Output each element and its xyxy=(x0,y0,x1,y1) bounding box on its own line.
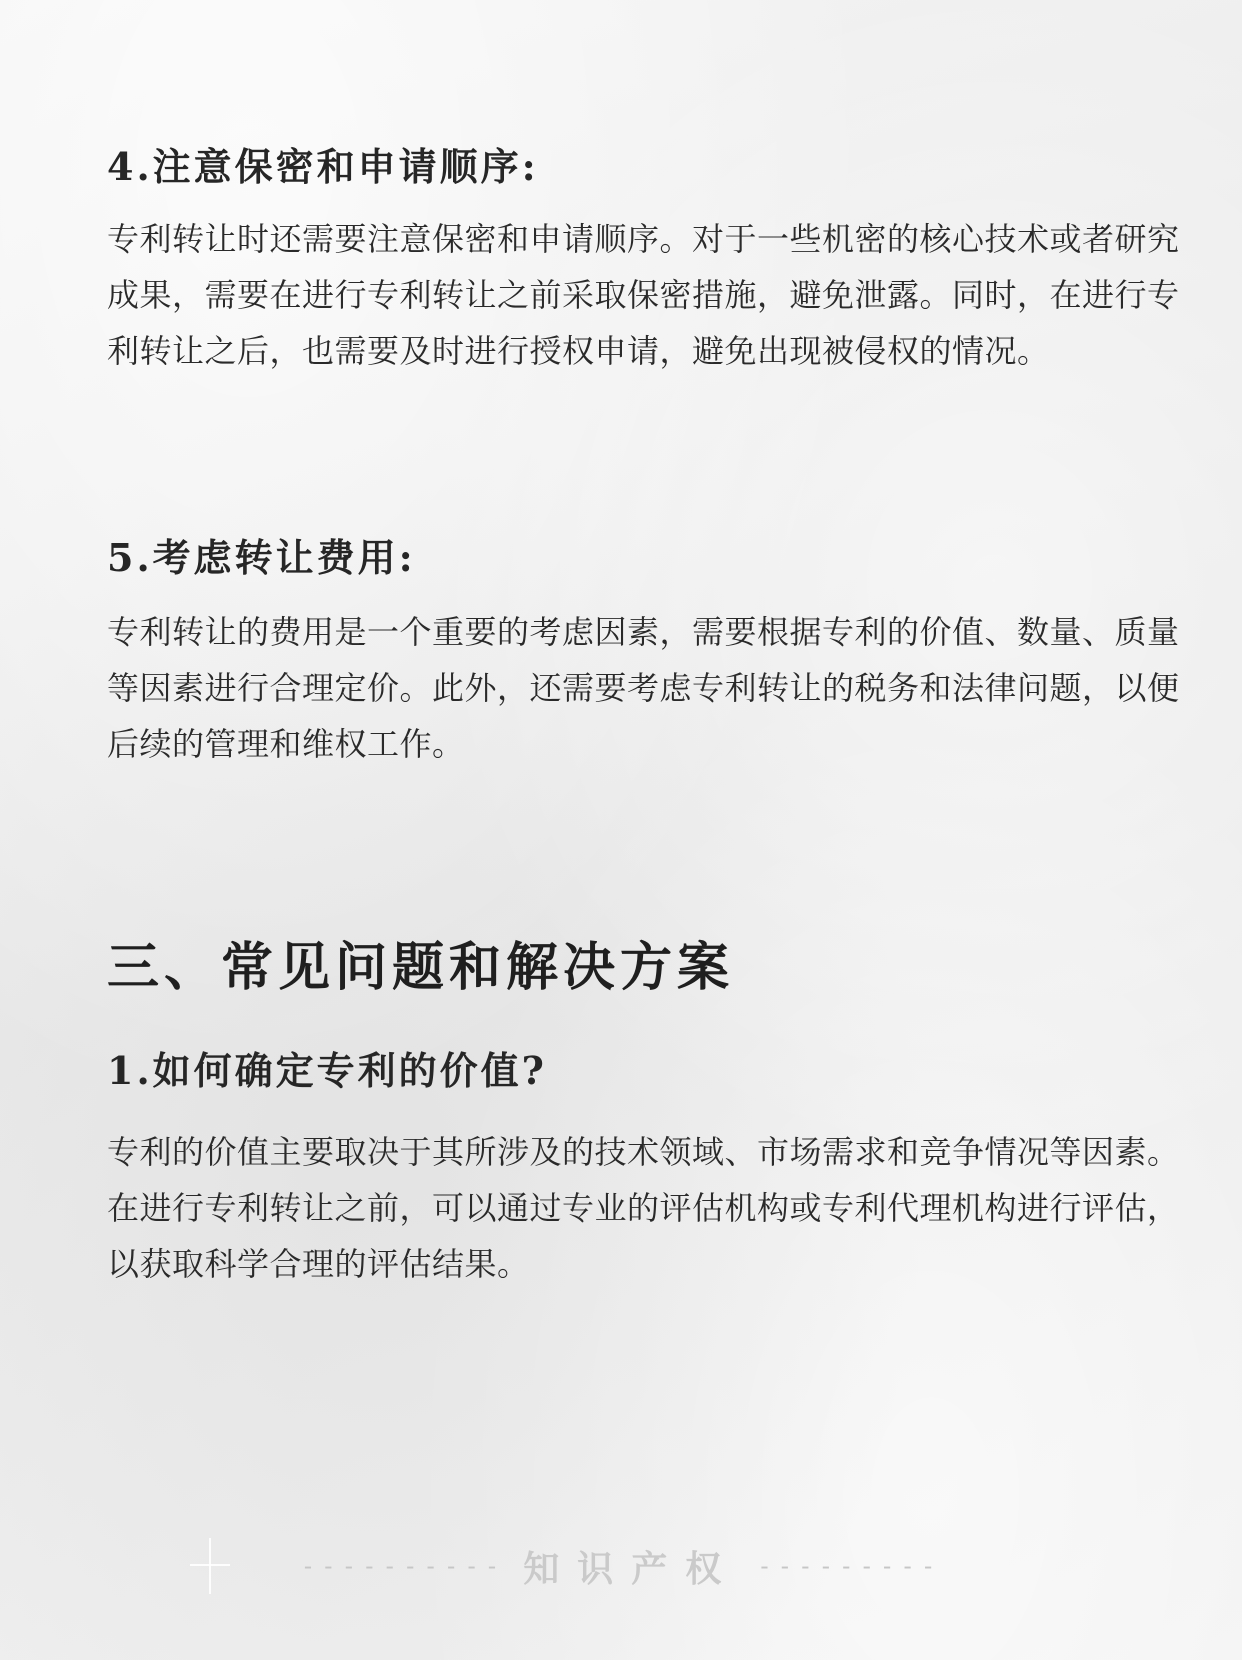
dashes-right: --------- xyxy=(757,1552,942,1580)
footer-label: 知识产权 xyxy=(523,1547,740,1590)
paragraph: 专利转让的费用是一个重要的考虑因素，需要根据专利的价值、数量、质量等因素进行合理定价。此外，还需要考虑专利转让的税务和法律问题，以便后续的管理和维权工作。 xyxy=(107,613,1180,763)
section-heading: 1.如何确定专利的价值? xyxy=(107,1048,547,1093)
section-heading: 5.考虑转让费用: xyxy=(107,535,416,580)
dashes-left: ---------- xyxy=(300,1552,506,1580)
paragraph: 专利的价值主要取决于其所涉及的技术领域、市场需求和竞争情况等因素。在进行专利转让之前，可以通过专业的评估机构或专利代理机构进行评估，以获取科学合理的评估结果。 xyxy=(107,1133,1180,1283)
paragraph: 专利转让时还需要注意保密和申请顺序。对于一些机密的核心技术或者研究成果，需要在进行专利转让之前采取保密措施，避免泄露。同时，在进行专利转让之后，也需要及时进行授权申请，避免出现被侵权的情况。 xyxy=(107,220,1180,370)
section-transfer-fee-body xyxy=(107,604,1182,772)
part-faq xyxy=(107,925,1182,1000)
section-heading: 4.注意保密和申请顺序: xyxy=(107,144,539,189)
section-confidentiality-body xyxy=(107,211,1182,379)
footer-divider xyxy=(0,1536,1242,1596)
section-confidentiality xyxy=(107,136,1182,191)
section-transfer-fee xyxy=(107,527,1182,582)
part-heading: 三、常见问题和解决方案 xyxy=(107,937,735,998)
section-patent-value xyxy=(107,1040,1182,1095)
section-patent-value-body xyxy=(107,1124,1182,1292)
